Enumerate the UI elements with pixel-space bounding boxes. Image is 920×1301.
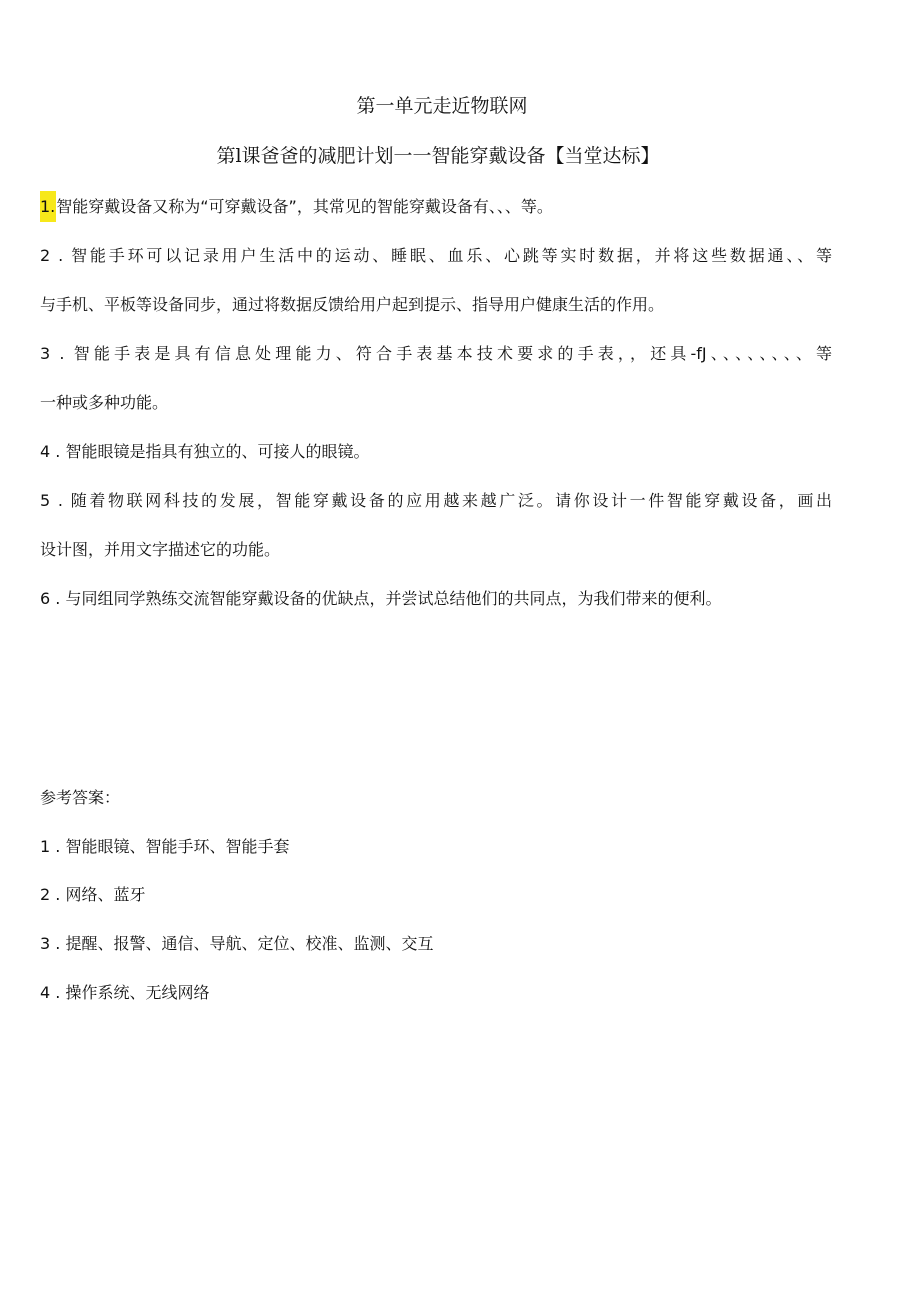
question-2-text-1: 智能手环可以记录用户生活中的运动、睡眠、血乐、心跳等实时数据，并将这些数据通、、等 — [71, 246, 832, 265]
answer-2 — [40, 884, 145, 906]
answer-1 — [40, 836, 289, 858]
question-5-line-2: 设计图，并用文字描述它的功能。 — [40, 540, 281, 559]
answer-1-number: 1 . — [40, 837, 61, 856]
question-2-line-1 — [40, 245, 832, 267]
answer-1-text: 智能眼镜、智能手环、智能手套 — [65, 837, 290, 856]
question-5-number: 5 . — [40, 491, 63, 510]
question-5-text-1: 随着物联网科技的发展，智能穿戴设备的应用越来越广泛。请你设计一件智能穿戴设备，画出 — [70, 491, 832, 510]
answer-4-number: 4 . — [40, 983, 61, 1002]
answers-heading: 参考答案： — [40, 788, 121, 807]
question-2-line-2: 与手机、平板等设备同步，通过将数据反馈给用户起到提示、指导用户健康生活的作用。 — [40, 295, 665, 314]
question-3-text-1: 智能手表是具有信息处理能力、符合手表基本技术要求的手表，，还具-fJ、、、、、、、、等 — [73, 344, 832, 363]
answer-2-text: 网络、蓝牙 — [65, 885, 146, 904]
answer-3-number: 3 . — [40, 934, 61, 953]
question-3-number: 3 . — [40, 344, 65, 363]
answer-3 — [40, 933, 433, 955]
question-4-number: 4 . — [40, 442, 61, 461]
question-6 — [40, 588, 721, 610]
answer-4 — [40, 982, 209, 1004]
question-1 — [40, 196, 553, 218]
answer-3-text: 提醒、报警、通信、导航、定位、校准、监测、交互 — [65, 934, 434, 953]
unit-title: 第一单元走近物联网 — [356, 95, 528, 117]
question-4 — [40, 441, 369, 463]
question-3-line-1 — [40, 343, 832, 365]
question-4-text: 智能眼镜是指具有独立的、可接人的眼镜。 — [65, 442, 370, 461]
question-1-number: 1. — [40, 191, 56, 222]
question-2-number: 2 . — [40, 246, 64, 265]
lesson-title: 第l课爸爸的减肥计划一一智能穿戴设备【当堂达标】 — [216, 145, 660, 167]
question-3-line-2: 一种或多种功能。 — [40, 393, 169, 412]
question-1-text: 智能穿戴设备又称为“可穿戴设备”，其常见的智能穿戴设备有、、、等。 — [56, 197, 553, 216]
question-6-text: 与同组同学熟练交流智能穿戴设备的优缺点，并尝试总结他们的共同点，为我们带来的便利。 — [65, 589, 722, 608]
question-6-number: 6 . — [40, 589, 61, 608]
answer-2-number: 2 . — [40, 885, 61, 904]
answer-4-text: 操作系统、无线网络 — [65, 983, 210, 1002]
question-5-line-1 — [40, 490, 832, 512]
